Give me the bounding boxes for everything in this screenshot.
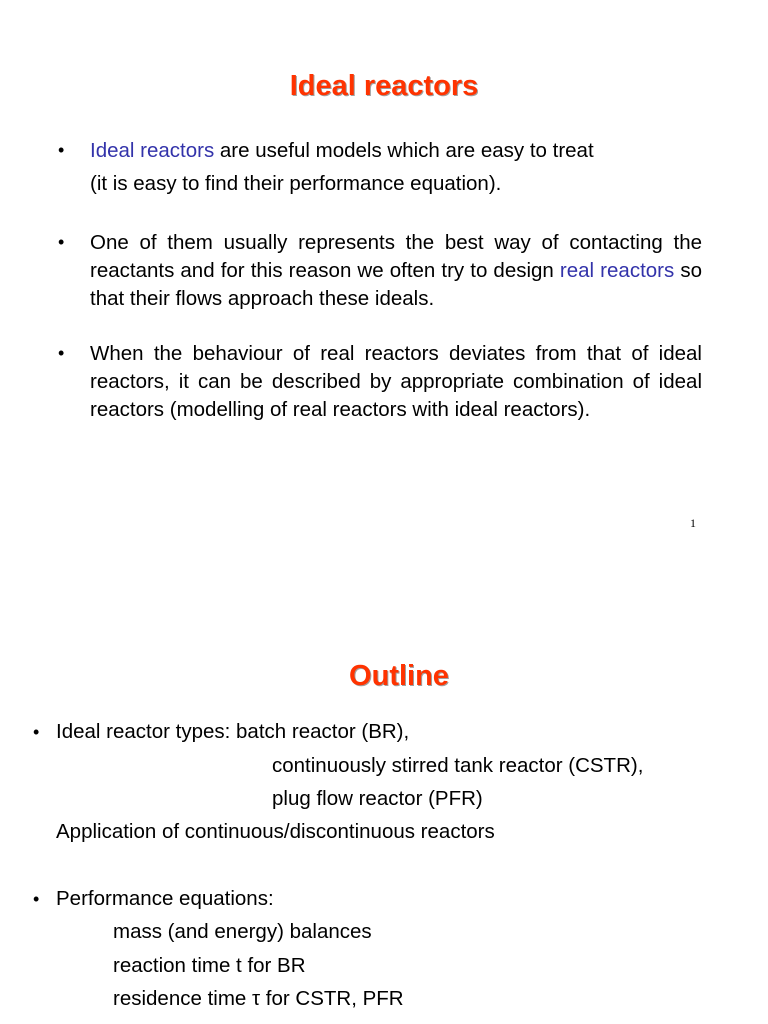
bullet-marker: • <box>58 140 65 160</box>
bullet-marker: • <box>58 343 65 363</box>
outline-line: continuously stirred tank reactor (CSTR), <box>272 754 644 777</box>
bullet-1-highlight: Ideal reactors <box>90 139 215 162</box>
bullet-3-text: When the behaviour of real reactors deviates from that of ideal reactors, it can be described by appropriate combination of ideal reactors (modelling of real reactors with ideal reactors). <box>90 342 702 421</box>
outline-line: reaction time t for BR <box>113 954 306 977</box>
bullet-2-body: One of them usually represents the best way of contacting the reactants and for this reason we often try to design <box>90 231 702 282</box>
bullet-1-line-2: (it is easy to find their performance equation). <box>90 172 502 195</box>
bullet-marker: • <box>33 722 40 742</box>
outline-line: Ideal reactor types: batch reactor (BR), <box>56 720 410 743</box>
bullet-2-highlight: real reactors <box>559 259 675 282</box>
slide-2 <box>0 560 768 1024</box>
bullet-marker: • <box>33 889 40 909</box>
outline-line: plug flow reactor (PFR) <box>272 787 483 810</box>
bullet-marker: • <box>58 232 65 252</box>
slide-1-title: Ideal reactors <box>289 70 479 102</box>
bullet-2-text <box>90 229 702 313</box>
outline-line: Performance equations: <box>56 887 274 910</box>
page-number: 1 <box>690 516 696 530</box>
bullet-2-tail: so that their flows approach these ideals. <box>90 259 702 310</box>
outline-line: residence time τ for CSTR, PFR <box>113 987 404 1010</box>
slide-2-title: Outline <box>349 660 449 692</box>
outline-line: mass (and energy) balances <box>113 920 372 943</box>
bullet-1-text <box>90 137 710 165</box>
bullet-1-body: are useful models which are easy to treat <box>214 139 594 162</box>
outline-line: Application of continuous/discontinuous reactors <box>56 820 495 843</box>
